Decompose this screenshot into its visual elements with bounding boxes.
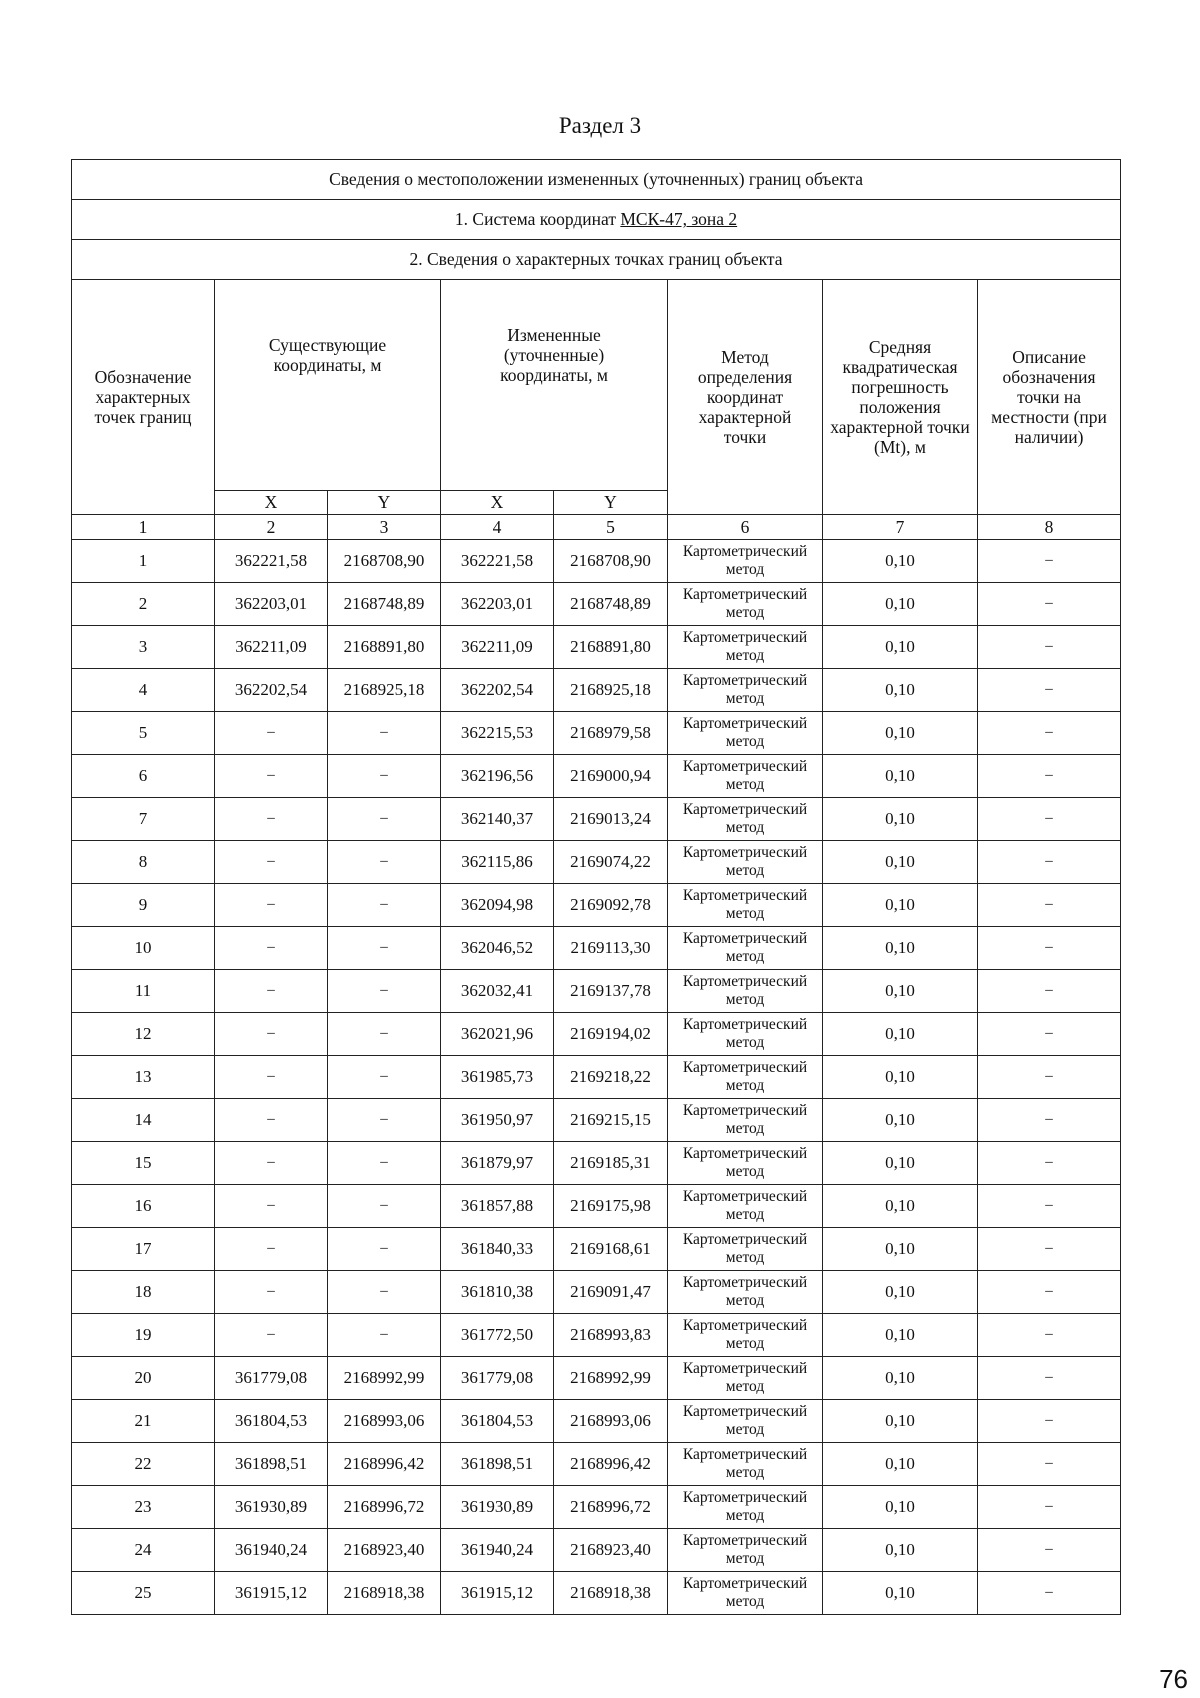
- header-existing-coords: Существующие координаты, м: [215, 280, 441, 491]
- table-row: [72, 755, 1121, 798]
- coordinate-system-row: [72, 200, 1121, 240]
- point-number-cell: 15: [72, 1142, 215, 1185]
- description-cell: –: [978, 1314, 1121, 1357]
- table-row: [72, 927, 1121, 970]
- existing-x-cell: 362211,09: [215, 626, 328, 669]
- changed-y-cell: 2169091,47: [554, 1271, 668, 1314]
- existing-x-cell: –: [215, 970, 328, 1013]
- point-number-cell: 18: [72, 1271, 215, 1314]
- header-existing-y: Y: [328, 491, 441, 515]
- description-cell: –: [978, 1357, 1121, 1400]
- changed-y-cell: 2168748,89: [554, 583, 668, 626]
- existing-y-cell: –: [328, 712, 441, 755]
- column-number: 3: [328, 515, 441, 540]
- method-cell: Картометрический метод: [668, 841, 823, 884]
- changed-x-cell: 362203,01: [441, 583, 554, 626]
- point-number-cell: 2: [72, 583, 215, 626]
- accuracy-cell: 0,10: [823, 1400, 978, 1443]
- description-cell: –: [978, 841, 1121, 884]
- point-number-cell: 4: [72, 669, 215, 712]
- existing-y-cell: 2168918,38: [328, 1572, 441, 1615]
- accuracy-cell: 0,10: [823, 540, 978, 583]
- existing-x-cell: 361779,08: [215, 1357, 328, 1400]
- table-row: [72, 1357, 1121, 1400]
- changed-x-cell: 361857,88: [441, 1185, 554, 1228]
- table-row: [72, 1314, 1121, 1357]
- description-cell: –: [978, 1529, 1121, 1572]
- existing-y-cell: –: [328, 1314, 441, 1357]
- changed-y-cell: 2169000,94: [554, 755, 668, 798]
- description-cell: –: [978, 755, 1121, 798]
- column-number: 8: [978, 515, 1121, 540]
- table-row: [72, 1185, 1121, 1228]
- table-row: [72, 970, 1121, 1013]
- changed-y-cell: 2168923,40: [554, 1529, 668, 1572]
- existing-y-cell: –: [328, 755, 441, 798]
- page-number: 76: [1159, 1664, 1188, 1694]
- changed-y-cell: 2168979,58: [554, 712, 668, 755]
- method-cell: Картометрический метод: [668, 1013, 823, 1056]
- table-row: [72, 626, 1121, 669]
- changed-x-cell: 361898,51: [441, 1443, 554, 1486]
- existing-x-cell: 362221,58: [215, 540, 328, 583]
- changed-x-cell: 362140,37: [441, 798, 554, 841]
- point-number-cell: 13: [72, 1056, 215, 1099]
- existing-y-cell: –: [328, 1271, 441, 1314]
- point-number-cell: 21: [72, 1400, 215, 1443]
- table-row: [72, 540, 1121, 583]
- method-cell: Картометрический метод: [668, 1486, 823, 1529]
- point-number-cell: 19: [72, 1314, 215, 1357]
- existing-x-cell: 361930,89: [215, 1486, 328, 1529]
- existing-y-cell: –: [328, 1142, 441, 1185]
- point-number-cell: 7: [72, 798, 215, 841]
- header-accuracy: Средняя квадратическая погрешность положения характерной точки (Mt), м: [823, 280, 978, 515]
- changed-y-cell: 2169185,31: [554, 1142, 668, 1185]
- method-cell: Картометрический метод: [668, 884, 823, 927]
- table-row: [72, 1228, 1121, 1271]
- table-row: [72, 1013, 1121, 1056]
- changed-y-cell: 2169113,30: [554, 927, 668, 970]
- changed-x-cell: 361804,53: [441, 1400, 554, 1443]
- method-cell: Картометрический метод: [668, 1314, 823, 1357]
- points-heading: 2. Сведения о характерных точках границ объекта: [72, 240, 1121, 280]
- existing-x-cell: 362203,01: [215, 583, 328, 626]
- changed-y-cell: 2169194,02: [554, 1013, 668, 1056]
- header-existing-x: X: [215, 491, 328, 515]
- accuracy-cell: 0,10: [823, 970, 978, 1013]
- accuracy-cell: 0,10: [823, 1486, 978, 1529]
- changed-x-cell: 361985,73: [441, 1056, 554, 1099]
- column-numbers-row: [72, 515, 1121, 540]
- description-cell: –: [978, 1056, 1121, 1099]
- accuracy-cell: 0,10: [823, 1357, 978, 1400]
- description-cell: –: [978, 712, 1121, 755]
- accuracy-cell: 0,10: [823, 1013, 978, 1056]
- table-row: [72, 1142, 1121, 1185]
- changed-y-cell: 2168708,90: [554, 540, 668, 583]
- table-row: [72, 1572, 1121, 1615]
- description-cell: –: [978, 1400, 1121, 1443]
- point-number-cell: 17: [72, 1228, 215, 1271]
- existing-y-cell: 2168996,42: [328, 1443, 441, 1486]
- existing-x-cell: –: [215, 1099, 328, 1142]
- existing-x-cell: –: [215, 1271, 328, 1314]
- existing-y-cell: –: [328, 927, 441, 970]
- existing-y-cell: –: [328, 1013, 441, 1056]
- header-changed-x: X: [441, 491, 554, 515]
- description-cell: –: [978, 626, 1121, 669]
- point-number-cell: 16: [72, 1185, 215, 1228]
- existing-x-cell: –: [215, 1314, 328, 1357]
- changed-x-cell: 361930,89: [441, 1486, 554, 1529]
- description-cell: –: [978, 1443, 1121, 1486]
- accuracy-cell: 0,10: [823, 1142, 978, 1185]
- changed-y-cell: 2168993,06: [554, 1400, 668, 1443]
- changed-x-cell: 361950,97: [441, 1099, 554, 1142]
- description-cell: –: [978, 540, 1121, 583]
- changed-y-cell: 2169092,78: [554, 884, 668, 927]
- description-cell: –: [978, 1013, 1121, 1056]
- coordinate-system-value: МСК-47, зона 2: [620, 209, 738, 230]
- description-cell: –: [978, 1099, 1121, 1142]
- existing-x-cell: 361940,24: [215, 1529, 328, 1572]
- changed-x-cell: 362215,53: [441, 712, 554, 755]
- accuracy-cell: 0,10: [823, 841, 978, 884]
- accuracy-cell: 0,10: [823, 1572, 978, 1615]
- changed-x-cell: 362211,09: [441, 626, 554, 669]
- section-title: Раздел 3: [558, 113, 642, 138]
- accuracy-cell: 0,10: [823, 1529, 978, 1572]
- method-cell: Картометрический метод: [668, 970, 823, 1013]
- description-cell: –: [978, 583, 1121, 626]
- point-number-cell: 8: [72, 841, 215, 884]
- column-number: 6: [668, 515, 823, 540]
- point-number-cell: 12: [72, 1013, 215, 1056]
- column-number: 5: [554, 515, 668, 540]
- method-cell: Картометрический метод: [668, 927, 823, 970]
- column-number: 1: [72, 515, 215, 540]
- changed-x-cell: 361840,33: [441, 1228, 554, 1271]
- changed-y-cell: 2169215,15: [554, 1099, 668, 1142]
- table-row: [72, 1443, 1121, 1486]
- changed-y-cell: 2168992,99: [554, 1357, 668, 1400]
- changed-y-cell: 2169013,24: [554, 798, 668, 841]
- existing-y-cell: 2168996,72: [328, 1486, 441, 1529]
- method-cell: Картометрический метод: [668, 755, 823, 798]
- point-number-cell: 6: [72, 755, 215, 798]
- description-cell: –: [978, 798, 1121, 841]
- point-number-cell: 3: [72, 626, 215, 669]
- existing-y-cell: 2168925,18: [328, 669, 441, 712]
- existing-x-cell: 361804,53: [215, 1400, 328, 1443]
- header-changed-coords: Измененные (уточненные) координаты, м: [441, 280, 668, 491]
- coordinate-system-label: 1. Система координат: [454, 209, 616, 230]
- accuracy-cell: 0,10: [823, 1228, 978, 1271]
- method-cell: Картометрический метод: [668, 1529, 823, 1572]
- method-cell: Картометрический метод: [668, 1228, 823, 1271]
- accuracy-cell: 0,10: [823, 583, 978, 626]
- method-cell: Картометрический метод: [668, 798, 823, 841]
- changed-x-cell: 362221,58: [441, 540, 554, 583]
- existing-y-cell: 2168923,40: [328, 1529, 441, 1572]
- changed-y-cell: 2169074,22: [554, 841, 668, 884]
- existing-y-cell: –: [328, 970, 441, 1013]
- column-number: 7: [823, 515, 978, 540]
- existing-x-cell: –: [215, 755, 328, 798]
- boundary-points-table: [71, 159, 1121, 1615]
- existing-x-cell: –: [215, 841, 328, 884]
- method-cell: Картометрический метод: [668, 1056, 823, 1099]
- existing-x-cell: 361915,12: [215, 1572, 328, 1615]
- point-number-cell: 1: [72, 540, 215, 583]
- existing-y-cell: –: [328, 1185, 441, 1228]
- method-cell: Картометрический метод: [668, 1271, 823, 1314]
- accuracy-cell: 0,10: [823, 1314, 978, 1357]
- header-method: Метод определения координат характерной точки: [668, 280, 823, 515]
- accuracy-cell: 0,10: [823, 1099, 978, 1142]
- accuracy-cell: 0,10: [823, 927, 978, 970]
- changed-y-cell: 2169137,78: [554, 970, 668, 1013]
- accuracy-cell: 0,10: [823, 626, 978, 669]
- existing-y-cell: –: [328, 841, 441, 884]
- changed-x-cell: 362196,56: [441, 755, 554, 798]
- existing-y-cell: 2168992,99: [328, 1357, 441, 1400]
- table-caption: Сведения о местоположении измененных (уточненных) границ объекта: [72, 160, 1121, 200]
- existing-y-cell: –: [328, 1228, 441, 1271]
- changed-x-cell: 361810,38: [441, 1271, 554, 1314]
- accuracy-cell: 0,10: [823, 1185, 978, 1228]
- point-number-cell: 20: [72, 1357, 215, 1400]
- point-number-cell: 24: [72, 1529, 215, 1572]
- point-number-cell: 22: [72, 1443, 215, 1486]
- description-cell: –: [978, 1228, 1121, 1271]
- existing-x-cell: –: [215, 884, 328, 927]
- accuracy-cell: 0,10: [823, 1443, 978, 1486]
- table-row: [72, 884, 1121, 927]
- existing-x-cell: –: [215, 712, 328, 755]
- description-cell: –: [978, 1185, 1121, 1228]
- method-cell: Картометрический метод: [668, 1400, 823, 1443]
- changed-y-cell: 2168891,80: [554, 626, 668, 669]
- table-row: [72, 1529, 1121, 1572]
- description-cell: –: [978, 1486, 1121, 1529]
- column-number: 4: [441, 515, 554, 540]
- existing-x-cell: –: [215, 1185, 328, 1228]
- existing-y-cell: 2168748,89: [328, 583, 441, 626]
- table-row: [72, 712, 1121, 755]
- changed-y-cell: 2168925,18: [554, 669, 668, 712]
- accuracy-cell: 0,10: [823, 1271, 978, 1314]
- method-cell: Картометрический метод: [668, 540, 823, 583]
- method-cell: Картометрический метод: [668, 712, 823, 755]
- accuracy-cell: 0,10: [823, 669, 978, 712]
- description-cell: –: [978, 884, 1121, 927]
- point-number-cell: 25: [72, 1572, 215, 1615]
- existing-x-cell: 361898,51: [215, 1443, 328, 1486]
- table-row: [72, 1486, 1121, 1529]
- changed-x-cell: 362046,52: [441, 927, 554, 970]
- method-cell: Картометрический метод: [668, 1099, 823, 1142]
- changed-y-cell: 2168918,38: [554, 1572, 668, 1615]
- existing-y-cell: –: [328, 1099, 441, 1142]
- changed-x-cell: 361779,08: [441, 1357, 554, 1400]
- header-description: Описание обозначения точки на местности (при наличии): [978, 280, 1121, 515]
- changed-y-cell: 2168996,42: [554, 1443, 668, 1486]
- accuracy-cell: 0,10: [823, 884, 978, 927]
- changed-x-cell: 362115,86: [441, 841, 554, 884]
- changed-y-cell: 2169175,98: [554, 1185, 668, 1228]
- changed-y-cell: 2168993,83: [554, 1314, 668, 1357]
- point-number-cell: 9: [72, 884, 215, 927]
- existing-x-cell: –: [215, 1142, 328, 1185]
- existing-y-cell: –: [328, 798, 441, 841]
- changed-x-cell: 362094,98: [441, 884, 554, 927]
- table-row: [72, 1271, 1121, 1314]
- description-cell: –: [978, 1271, 1121, 1314]
- table-row: [72, 669, 1121, 712]
- existing-y-cell: 2168891,80: [328, 626, 441, 669]
- existing-y-cell: 2168708,90: [328, 540, 441, 583]
- existing-x-cell: –: [215, 1056, 328, 1099]
- changed-y-cell: 2169218,22: [554, 1056, 668, 1099]
- description-cell: –: [978, 669, 1121, 712]
- existing-x-cell: –: [215, 798, 328, 841]
- description-cell: –: [978, 1142, 1121, 1185]
- changed-x-cell: 362202,54: [441, 669, 554, 712]
- changed-y-cell: 2168996,72: [554, 1486, 668, 1529]
- header-changed-y: Y: [554, 491, 668, 515]
- method-cell: Картометрический метод: [668, 626, 823, 669]
- point-number-cell: 5: [72, 712, 215, 755]
- existing-x-cell: –: [215, 1228, 328, 1271]
- description-cell: –: [978, 927, 1121, 970]
- existing-y-cell: 2168993,06: [328, 1400, 441, 1443]
- header-point-designation: Обозначение характерных точек границ: [72, 280, 215, 515]
- column-number: 2: [215, 515, 328, 540]
- table-row: [72, 1099, 1121, 1142]
- table-row: [72, 1056, 1121, 1099]
- changed-x-cell: 361940,24: [441, 1529, 554, 1572]
- description-cell: –: [978, 970, 1121, 1013]
- method-cell: Картометрический метод: [668, 1357, 823, 1400]
- method-cell: Картометрический метод: [668, 1142, 823, 1185]
- method-cell: Картометрический метод: [668, 1443, 823, 1486]
- changed-x-cell: 362032,41: [441, 970, 554, 1013]
- accuracy-cell: 0,10: [823, 755, 978, 798]
- accuracy-cell: 0,10: [823, 1056, 978, 1099]
- point-number-cell: 23: [72, 1486, 215, 1529]
- point-number-cell: 14: [72, 1099, 215, 1142]
- point-number-cell: 10: [72, 927, 215, 970]
- existing-y-cell: –: [328, 884, 441, 927]
- changed-x-cell: 362021,96: [441, 1013, 554, 1056]
- table-row: [72, 841, 1121, 884]
- existing-x-cell: –: [215, 1013, 328, 1056]
- accuracy-cell: 0,10: [823, 798, 978, 841]
- changed-x-cell: 361915,12: [441, 1572, 554, 1615]
- method-cell: Картометрический метод: [668, 583, 823, 626]
- changed-x-cell: 361879,97: [441, 1142, 554, 1185]
- existing-x-cell: –: [215, 927, 328, 970]
- method-cell: Картометрический метод: [668, 1185, 823, 1228]
- method-cell: Картометрический метод: [668, 669, 823, 712]
- changed-x-cell: 361772,50: [441, 1314, 554, 1357]
- table-row: [72, 1400, 1121, 1443]
- table-row: [72, 798, 1121, 841]
- accuracy-cell: 0,10: [823, 712, 978, 755]
- point-number-cell: 11: [72, 970, 215, 1013]
- existing-y-cell: –: [328, 1056, 441, 1099]
- description-cell: –: [978, 1572, 1121, 1615]
- table-row: [72, 583, 1121, 626]
- changed-y-cell: 2169168,61: [554, 1228, 668, 1271]
- existing-x-cell: 362202,54: [215, 669, 328, 712]
- method-cell: Картометрический метод: [668, 1572, 823, 1615]
